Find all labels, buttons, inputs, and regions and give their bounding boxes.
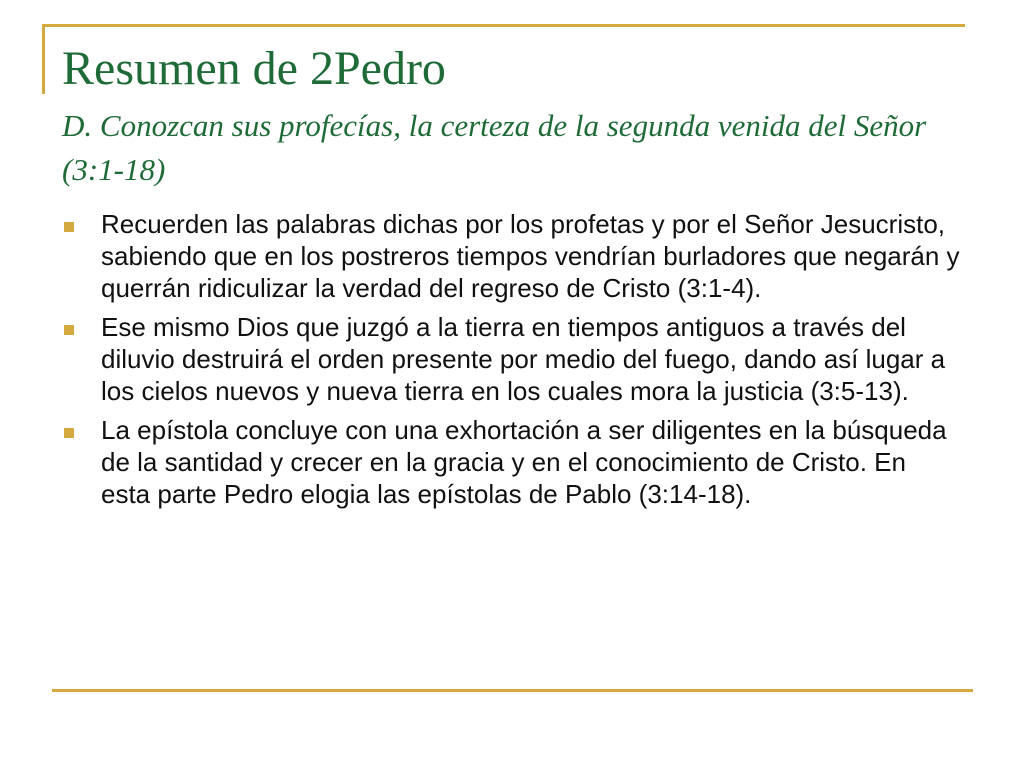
square-bullet-icon xyxy=(64,325,74,335)
top-rule xyxy=(44,24,965,27)
bullet-item xyxy=(62,208,962,304)
left-rule xyxy=(42,24,45,94)
square-bullet-icon xyxy=(64,428,74,438)
bullet-text: Ese mismo Dios que juzgó a la tierra en tiempos antiguos a través del diluvio destruirá el orden presente por medio del fuego, dando así lugar a los cielos nuevos y nueva tierra en los cuales mora la justicia (3:5-13). xyxy=(101,312,946,406)
bullet-text: Recuerden las palabras dichas por los profetas y por el Señor Jesucristo, sabiendo que en los postreros tiempos vendrían burladores que negarán y querrán ridiculizar la verdad del regreso de Cristo (3:1-4). xyxy=(101,209,960,303)
slide-subtitle: D. Conozcan sus profecías, la certeza de la segunda venida del Señor (3:1-18) xyxy=(62,108,927,187)
bullet-text: La epístola concluye con una exhortación a ser diligentes en la búsqueda de la santidad y crecer en la gracia y en el conocimiento de Cristo. En esta parte Pedro elogia las epístolas de Pablo (3:14-18). xyxy=(101,415,947,509)
bullet-list xyxy=(62,208,962,517)
bottom-rule xyxy=(52,689,973,692)
slide-title: Resumen de 2Pedro xyxy=(62,42,446,95)
bullet-item xyxy=(62,311,962,407)
title-block xyxy=(62,38,982,192)
bullet-item xyxy=(62,414,962,510)
square-bullet-icon xyxy=(64,222,74,232)
